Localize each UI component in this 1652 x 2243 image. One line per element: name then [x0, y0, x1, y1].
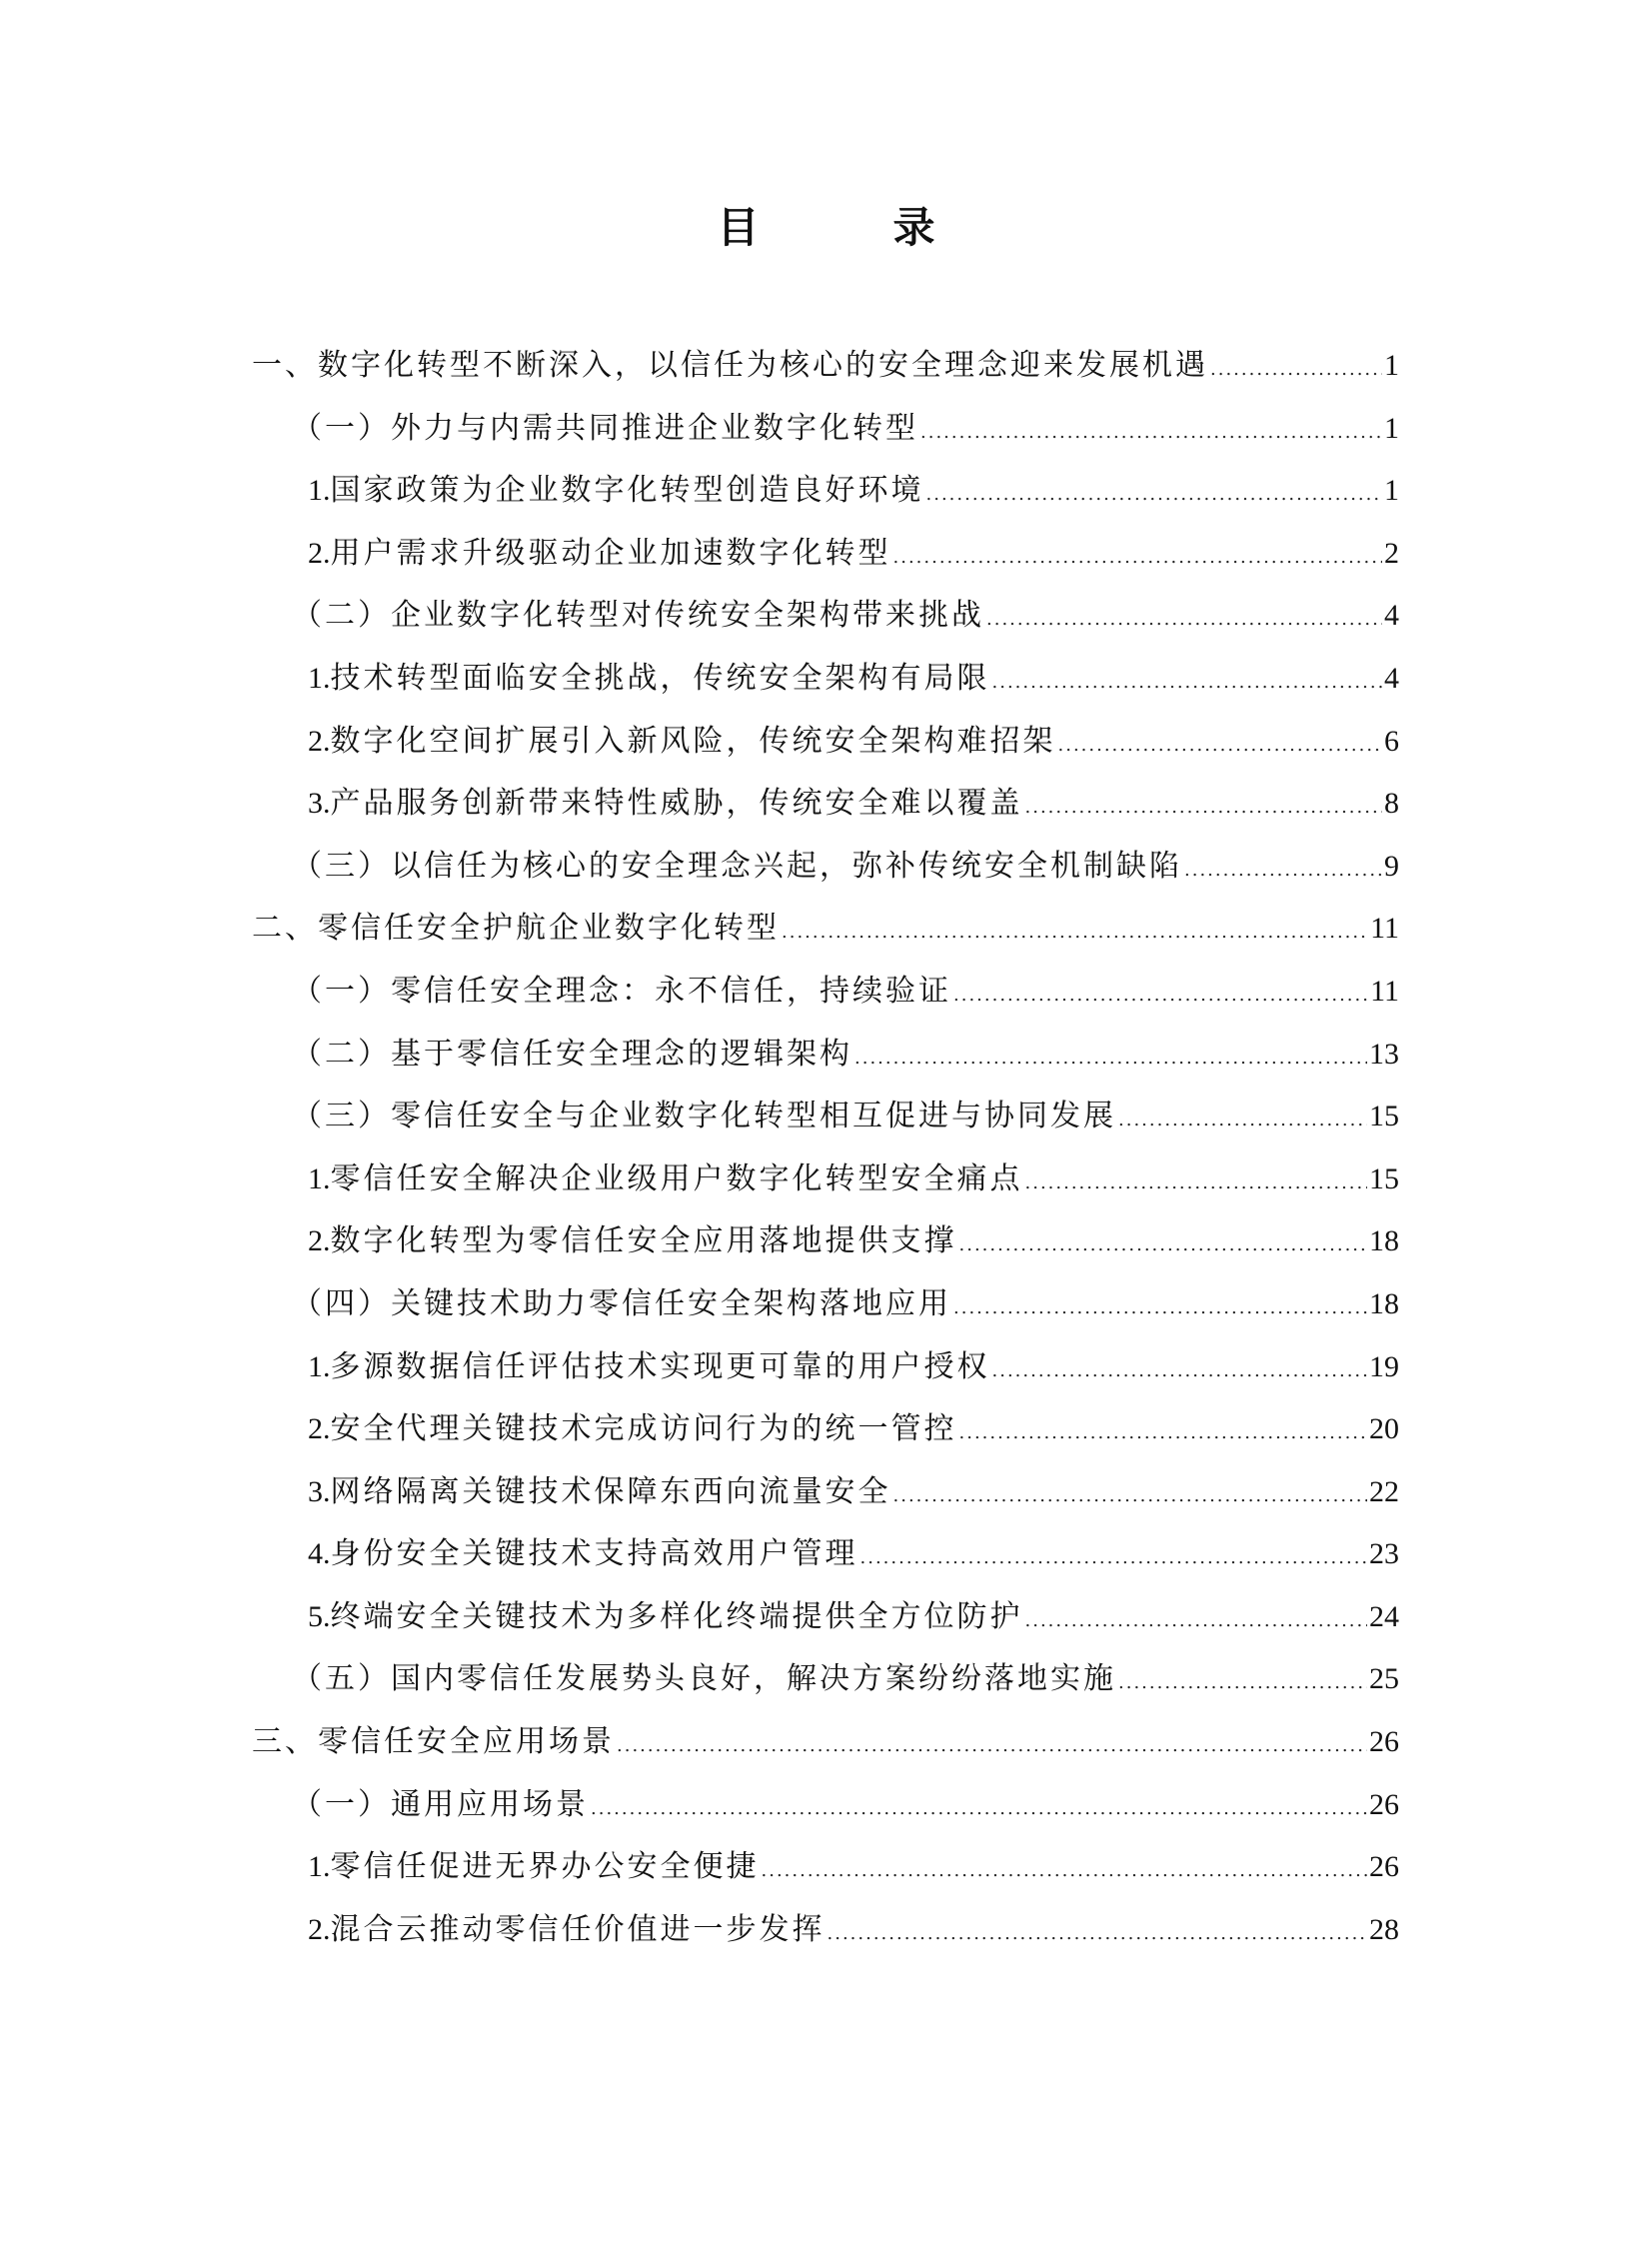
- toc-entry[interactable]: [252, 967, 1399, 1030]
- toc-entry-label: 终端安全关键技术为多样化终端提供全方位防护: [330, 1598, 1023, 1634]
- toc-entry-number: 2.: [308, 536, 331, 570]
- toc-entry-page-number: 26: [1369, 1787, 1399, 1821]
- toc-entry-label: （二）企业数字化转型对传统安全架构带来挑战: [292, 598, 984, 634]
- toc-entry-page-number: 26: [1369, 1850, 1399, 1884]
- toc-entry-label: 网络隔离关键技术保障东西向流量安全: [330, 1473, 891, 1509]
- toc-entry-label: 一、数字化转型不断深入，以信任为核心的安全理念迎来发展机遇: [252, 348, 1208, 383]
- toc-entry-page-number: 20: [1369, 1412, 1399, 1446]
- toc-entry-label: 身份安全关键技术支持高效用户管理: [330, 1536, 858, 1572]
- dot-leader: [860, 1533, 1368, 1583]
- toc-entry-page-number: 26: [1369, 1725, 1399, 1759]
- toc-entry-label: 技术转型面临安全挑战，传统安全架构有局限: [330, 660, 990, 696]
- toc-entry[interactable]: [252, 1342, 1399, 1405]
- toc-entry-page-number: 11: [1370, 912, 1399, 946]
- toc-entry-number: 1.: [308, 1161, 331, 1195]
- dot-leader: [1025, 1596, 1368, 1646]
- toc-entry-page-number: 22: [1369, 1474, 1399, 1508]
- toc-entry[interactable]: [252, 654, 1399, 717]
- toc-entry[interactable]: [252, 1404, 1399, 1467]
- toc-entry-number: 2.: [308, 1412, 331, 1446]
- toc-entry-label: （三）以信任为核心的安全理念兴起，弥补传统安全机制缺陷: [292, 848, 1182, 884]
- toc-entry[interactable]: [252, 529, 1399, 592]
- toc-entry-page-number: 1: [1384, 349, 1399, 382]
- toc-entry-label: （五）国内零信任发展势头良好，解决方案纷纷落地实施: [292, 1661, 1116, 1697]
- toc-entry-label: （一）零信任安全理念：永不信任，持续验证: [292, 973, 951, 1009]
- toc-entry[interactable]: [252, 717, 1399, 780]
- toc-entry-label: 三、零信任安全应用场景: [252, 1724, 615, 1760]
- dot-leader: [920, 408, 1382, 458]
- toc-entry-label: （四）关键技术助力零信任安全架构落地应用: [292, 1285, 951, 1321]
- toc-entry-page-number: 4: [1384, 661, 1399, 695]
- toc-entry-page-number: 15: [1369, 1161, 1399, 1195]
- toc-entry[interactable]: [252, 1279, 1399, 1342]
- dot-leader: [591, 1784, 1367, 1834]
- dot-leader: [959, 1408, 1368, 1458]
- dot-leader: [1118, 1096, 1367, 1145]
- toc-entry-label: （一）通用应用场景: [292, 1786, 589, 1822]
- dot-leader: [1025, 1158, 1368, 1208]
- dot-leader: [1184, 846, 1382, 896]
- toc-entry-label: 国家政策为企业数字化转型创造良好环境: [330, 473, 924, 509]
- toc-entry-number: 1.: [308, 474, 331, 508]
- toc-entry-page-number: 6: [1384, 724, 1399, 758]
- toc-entry-label: 数字化空间扩展引入新风险，传统安全架构难招架: [330, 723, 1056, 759]
- dot-leader: [854, 1034, 1367, 1084]
- dot-leader: [782, 908, 1368, 958]
- toc-entry-page-number: 24: [1369, 1599, 1399, 1633]
- toc-entry-label: 零信任促进无界办公安全便捷: [330, 1849, 760, 1885]
- toc-entry-label: （二）基于零信任安全理念的逻辑架构: [292, 1036, 852, 1072]
- toc-entry-page-number: 4: [1384, 599, 1399, 633]
- dot-leader: [617, 1721, 1367, 1771]
- toc-entry[interactable]: [252, 1654, 1399, 1717]
- dot-leader: [762, 1846, 1368, 1896]
- dot-leader: [992, 1346, 1368, 1396]
- toc-entry[interactable]: [252, 1529, 1399, 1592]
- toc-entry-number: 2.: [308, 1224, 331, 1258]
- toc-entry[interactable]: [252, 591, 1399, 654]
- toc-entry[interactable]: [252, 341, 1399, 404]
- toc-entry-page-number: 18: [1369, 1224, 1399, 1258]
- toc-entry-label: （一）外力与内需共同推进企业数字化转型: [292, 410, 918, 446]
- toc-entry-number: 1.: [308, 661, 331, 695]
- toc-entry-page-number: 2: [1384, 536, 1399, 570]
- dot-leader: [926, 470, 1383, 520]
- dot-leader: [959, 1220, 1368, 1270]
- dot-leader: [1118, 1658, 1367, 1708]
- toc-entry[interactable]: [252, 842, 1399, 905]
- toc-entry[interactable]: [252, 1717, 1399, 1780]
- table-of-contents: [252, 341, 1399, 1967]
- toc-entry-label: 二、零信任安全护航企业数字化转型: [252, 911, 780, 947]
- toc-entry-page-number: 9: [1384, 849, 1399, 883]
- toc-entry-label: 用户需求升级驱动企业加速数字化转型: [330, 535, 891, 571]
- toc-entry-number: 3.: [308, 787, 331, 821]
- toc-entry-label: （三）零信任安全与企业数字化转型相互促进与协同发展: [292, 1099, 1116, 1134]
- toc-entry[interactable]: [252, 1467, 1399, 1530]
- page-title: 目 录: [717, 203, 981, 252]
- toc-entry-number: 2.: [308, 724, 331, 758]
- dot-leader: [1210, 345, 1382, 395]
- toc-entry[interactable]: [252, 1842, 1399, 1905]
- dot-leader: [953, 1283, 1367, 1333]
- toc-entry-number: 5.: [308, 1599, 331, 1633]
- toc-entry-page-number: 13: [1369, 1037, 1399, 1071]
- toc-entry-label: 零信任安全解决企业级用户数字化转型安全痛点: [330, 1160, 1023, 1196]
- toc-entry[interactable]: [252, 779, 1399, 842]
- toc-entry-page-number: 1: [1384, 411, 1399, 445]
- toc-entry-number: 3.: [308, 1474, 331, 1508]
- toc-entry[interactable]: [252, 1592, 1399, 1655]
- toc-entry-number: 2.: [308, 1912, 331, 1946]
- toc-entry-page-number: 15: [1369, 1100, 1399, 1133]
- toc-entry-label: 混合云推动零信任价值进一步发挥: [330, 1911, 826, 1947]
- toc-entry-number: 1.: [308, 1349, 331, 1383]
- toc-entry-page-number: 23: [1369, 1537, 1399, 1571]
- toc-entry-page-number: 8: [1384, 787, 1399, 821]
- dot-leader: [992, 658, 1383, 708]
- toc-entry[interactable]: [252, 466, 1399, 529]
- toc-entry[interactable]: [252, 1905, 1399, 1968]
- toc-entry[interactable]: [252, 1780, 1399, 1843]
- toc-entry[interactable]: [252, 904, 1399, 967]
- toc-entry-page-number: 25: [1369, 1662, 1399, 1696]
- toc-entry-page-number: 1: [1384, 474, 1399, 508]
- dot-leader: [1025, 783, 1383, 833]
- toc-entry[interactable]: [252, 1092, 1399, 1154]
- toc-entry[interactable]: [252, 1154, 1399, 1217]
- dot-leader: [986, 595, 1382, 645]
- dot-leader: [893, 533, 1383, 583]
- toc-entry-page-number: 19: [1369, 1349, 1399, 1383]
- toc-entry-page-number: 18: [1369, 1286, 1399, 1320]
- toc-entry-label: 数字化转型为零信任安全应用落地提供支撑: [330, 1223, 957, 1259]
- toc-entry-label: 多源数据信任评估技术实现更可靠的用户授权: [330, 1348, 990, 1384]
- toc-entry[interactable]: [252, 1030, 1399, 1093]
- dot-leader: [953, 971, 1368, 1021]
- toc-entry[interactable]: [252, 1216, 1399, 1279]
- dot-leader: [827, 1909, 1368, 1959]
- toc-entry-page-number: 28: [1369, 1912, 1399, 1946]
- toc-entry-number: 1.: [308, 1850, 331, 1884]
- toc-entry-label: 产品服务创新带来特性威胁，传统安全难以覆盖: [330, 786, 1023, 822]
- toc-entry-number: 4.: [308, 1537, 331, 1571]
- dot-leader: [1058, 721, 1383, 771]
- toc-entry[interactable]: [252, 404, 1399, 467]
- toc-entry-page-number: 11: [1370, 974, 1399, 1008]
- toc-entry-label: 安全代理关键技术完成访问行为的统一管控: [330, 1411, 957, 1447]
- dot-leader: [893, 1471, 1368, 1521]
